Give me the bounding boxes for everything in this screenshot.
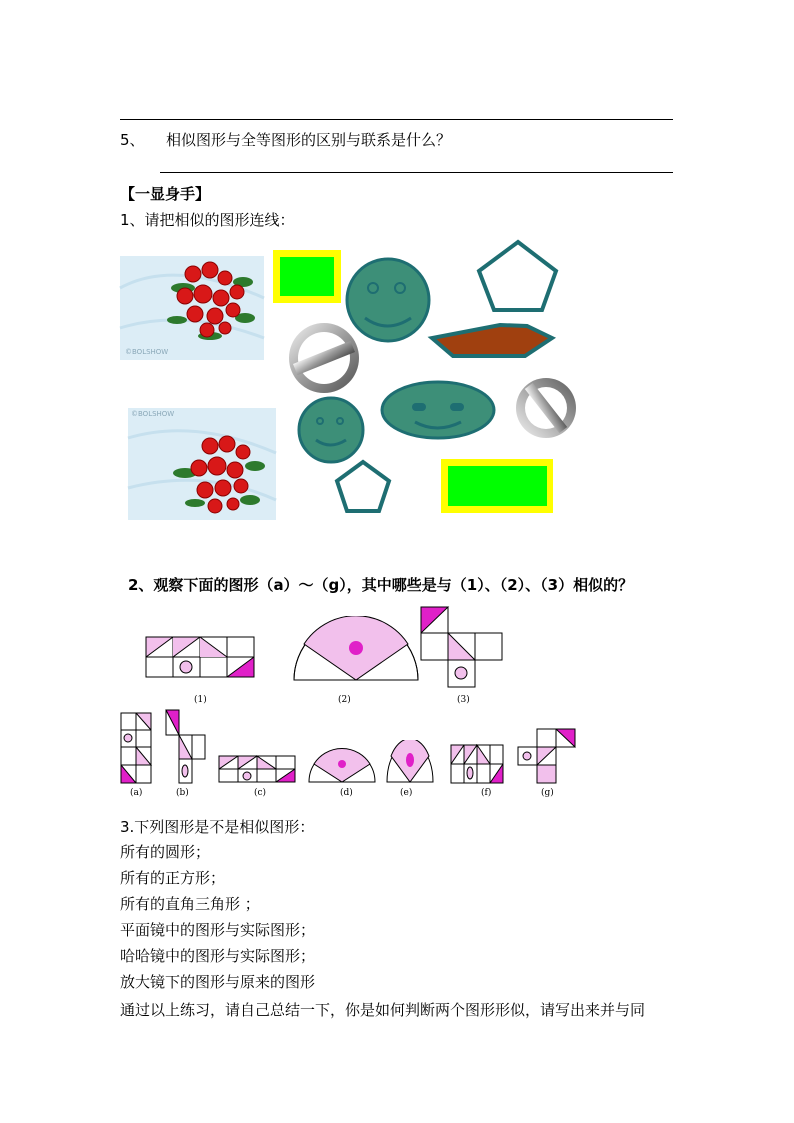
option-figure-e [385,740,435,784]
option-figure-f [450,744,504,784]
q3-item-5: 哈哈镜中的图形与实际图形； [120,947,316,965]
option-figure-b [164,708,208,784]
section-title: 【一显身手】 [120,185,211,203]
q3-item-2: 所有的正方形； [120,869,226,887]
option-figure-c [218,755,296,783]
q3-item-4: 平面镜中的图形与实际图形； [120,921,316,939]
ref-label-1: (1) [194,695,207,705]
smiley-face-large [347,259,429,341]
green-rectangle-large [441,459,553,513]
answer-line-q5 [160,172,673,173]
svg-text:©BOLSHOW: ©BOLSHOW [131,410,175,418]
answer-line-top [120,119,673,120]
no-sign-large [289,323,359,393]
ref-figure-1 [145,636,255,680]
option-label-a: (a) [130,788,143,798]
q1-shapes-figure [115,238,585,528]
ref-figure-3 [420,606,506,688]
q3-item-6: 放大镜下的图形与原来的图形 [120,973,316,991]
no-sign-small [516,378,576,438]
option-label-b: (b) [176,788,189,798]
smiley-face-small [299,398,363,462]
ref-label-2: (2) [338,695,351,705]
q3-item-3: 所有的直角三角形 ； [120,895,260,913]
smiley-face-wide [382,382,494,438]
q3-item-1: 所有的圆形； [120,843,211,861]
q5-number: 5、 [120,131,145,149]
rose-photo-1 [120,256,264,360]
svg-text:©BOLSHOW: ©BOLSHOW [125,348,169,356]
option-label-e: (e) [400,788,413,798]
pentagon-large [479,242,556,310]
option-label-d: (d) [340,788,353,798]
summary-text: 通过以上练习，请自己总结一下，你是如何判断两个图形形似，请写出来并与同 [120,1001,646,1019]
option-label-c: (c) [254,788,267,798]
trapezoid-brown [432,325,552,356]
option-figure-d [307,746,377,784]
rose-photo-2 [128,408,276,520]
q2-text: 2、观察下面的图形（a）～（g），其中哪些是与（1）、（2）、（3）相似的？ [128,576,634,594]
option-label-g: (g) [541,788,554,798]
q5-text: 相似图形与全等图形的区别与联系是什么？ [166,131,452,149]
q3-text: 3.下列图形是不是相似图形： [120,818,315,836]
option-label-f: (f) [481,788,492,798]
ref-label-3: (3) [457,695,470,705]
green-rectangle-small [273,250,341,303]
ref-figure-2 [292,616,420,682]
q1-text: 1、请把相似的图形连线： [120,211,295,229]
pentagon-small [337,462,389,511]
option-figure-g [516,728,578,784]
option-figure-a [120,712,152,784]
